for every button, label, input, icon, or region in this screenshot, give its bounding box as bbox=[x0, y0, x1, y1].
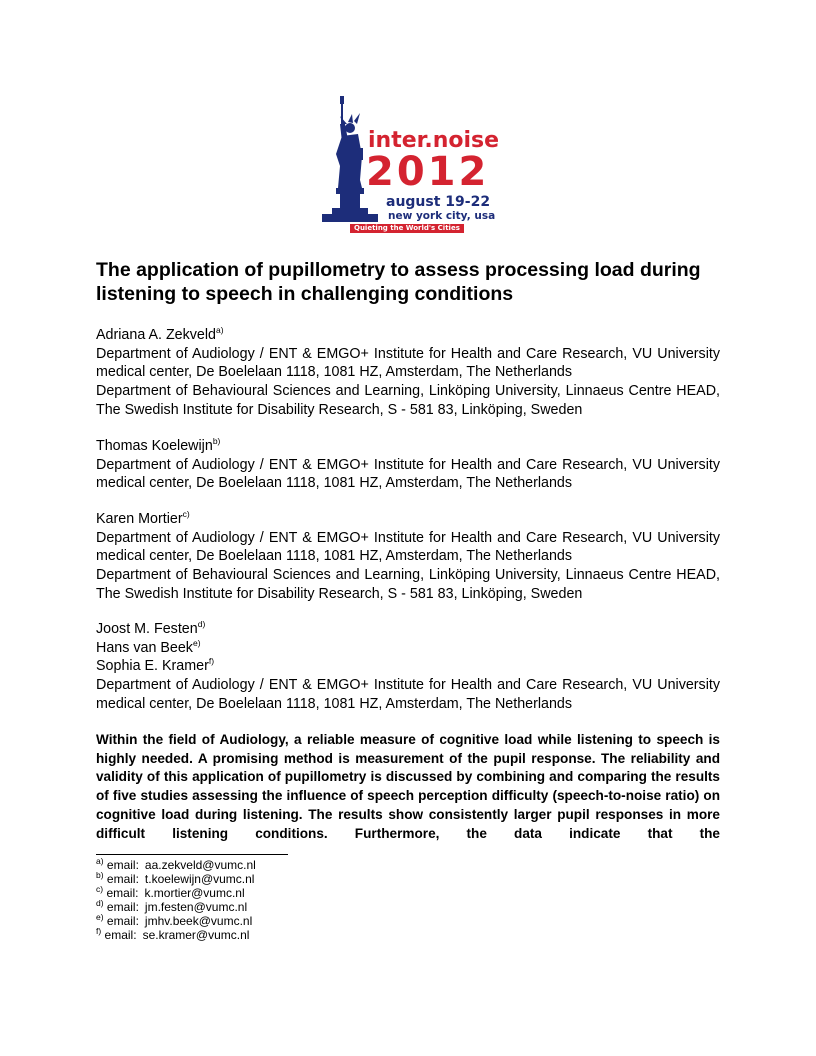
email-address: k.mortier@vumc.nl bbox=[144, 885, 245, 900]
author-name: Sophia E. Kramer$^{f)}$ bbox=[96, 656, 215, 675]
author-name: Hans van Beek$^{e)}$ bbox=[96, 637, 201, 656]
author-affiliation: Department of Behavioural Sciences and Learning, Linköping University, Linnaeus Centre HEAD, The Swedish Institute for Disability Research, S - 581 83, Linköping, Sweden bbox=[96, 567, 720, 602]
author-name: Thomas Koelewijn$^{b)}$ bbox=[96, 436, 221, 454]
email-address: aa.zekveld@vumc.nl bbox=[144, 858, 256, 872]
author-block-mortier bbox=[96, 510, 720, 604]
author-block-zekveld bbox=[96, 326, 720, 420]
author-affiliation: Department of Audiology / ENT & EMGO+ Institute for Health and Care Research, VU University medical center, De Boelelaan 1118, 1081 HZ, Amsterdam, The Netherlands bbox=[96, 456, 720, 492]
footnote-item: $^{e)}$ email: jmhv.beek@vumc.nl bbox=[96, 911, 253, 928]
logo-year-text: 2012 bbox=[366, 149, 490, 195]
footnote-item: $^{a)}$ email: aa.zekveld@vumc.nl bbox=[96, 856, 256, 872]
footnote-mark: a) bbox=[216, 325, 224, 336]
author-block-group bbox=[96, 620, 720, 714]
paper-title: The application of pupillometry to assess processing load during listening to speech in challenging conditions bbox=[96, 259, 701, 305]
email-address: jm.festen@vumc.nl bbox=[144, 899, 248, 914]
author-affiliation: Department of Audiology / ENT & EMGO+ Institute for Health and Care Research, VU University medical center, De Boelelaan 1118, 1081 HZ, Amsterdam, The Netherlands bbox=[96, 677, 720, 712]
author-block-koelewijn bbox=[96, 437, 720, 493]
author-name: Adriana A. Zekveld$^{a)}$ bbox=[96, 325, 224, 343]
footnote-item: $^{c)}$ email: k.mortier@vumc.nl bbox=[96, 883, 245, 900]
logo-tagline: Quieting the World's Cities bbox=[350, 224, 464, 233]
email-address: se.kramer@vumc.nl bbox=[142, 927, 250, 942]
author-affiliation: Department of Behavioural Sciences and Learning, Linköping University, Linnaeus Centre HEAD, The Swedish Institute for Disability Research, S - 581 83, Linköping, Sweden bbox=[96, 383, 720, 418]
author-affiliation: Department of Audiology / ENT & EMGO+ Institute for Health and Care Research, VU University medical center, De Boelelaan 1118, 1081 HZ, Amsterdam, The Netherlands bbox=[96, 345, 720, 381]
logo-city-text: new york city, usa bbox=[388, 210, 496, 222]
footnote-list bbox=[96, 856, 256, 942]
footnote-mark: d) bbox=[197, 619, 206, 630]
footnote-mark: b) bbox=[212, 436, 221, 447]
author-name: Karen Mortier$^{c)}$ bbox=[96, 509, 190, 527]
email-address: t.koelewijn@vumc.nl bbox=[144, 871, 255, 886]
logo-dates-text: august 19-22 bbox=[386, 194, 491, 210]
footnote-item: $^{d)}$ email: jm.festen@vumc.nl bbox=[96, 897, 248, 914]
logo-brand-text: inter.noise bbox=[368, 128, 500, 153]
conference-logo bbox=[318, 96, 502, 236]
footnote-mark: e) bbox=[192, 637, 201, 648]
footnote-mark: c) bbox=[182, 509, 190, 520]
email-address: jmhv.beek@vumc.nl bbox=[144, 913, 253, 928]
footnote-divider bbox=[96, 854, 288, 855]
author-affiliation: Department of Audiology / ENT & EMGO+ Institute for Health and Care Research, VU University medical center, De Boelelaan 1118, 1081 HZ, Amsterdam, The Netherlands bbox=[96, 529, 720, 565]
author-name: Joost M. Festen$^{d)}$ bbox=[96, 619, 206, 637]
footnote-item: $^{b)}$ email: t.koelewijn@vumc.nl bbox=[96, 869, 255, 886]
footnote-item: $^{f)}$ email: se.kramer@vumc.nl bbox=[96, 925, 250, 942]
footnote-mark: f) bbox=[208, 656, 215, 667]
abstract-text: Within the field of Audiology, a reliable measure of cognitive load while listening to speech is highly needed. A promising method is measurement of the pupil response. The reliability and validity of this application of pupillometry is discussed by combining and comparing the results of five studies assessing the influence of speech perception difficulty (speech-to-noise ratio) on cognitive load during listening. The results show consistently larger pupil responses in more difficult listening conditions. Furthermore, the data indicate that the bbox=[96, 732, 720, 841]
